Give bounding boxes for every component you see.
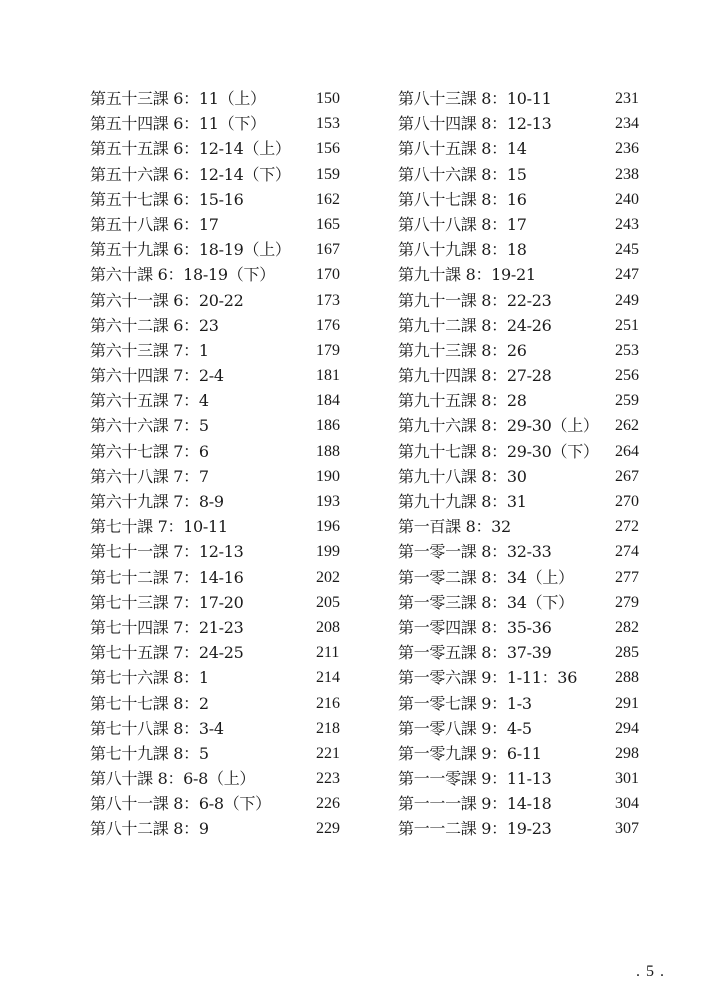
toc-entry — [90, 665, 350, 690]
toc-entry — [90, 136, 350, 161]
page-number: . 5 . — [636, 963, 665, 980]
toc-entry-page: 307 — [615, 820, 639, 838]
toc-entry-label: 第七十五課 7：24-25 — [90, 643, 244, 663]
toc-entry-page: 223 — [316, 770, 340, 788]
toc-entry — [90, 590, 350, 615]
toc-entry-page: 238 — [615, 165, 639, 183]
toc-entry-label: 第一百課 8：32 — [398, 517, 511, 537]
toc-entry-label: 第九十課 8：19-21 — [398, 265, 536, 285]
toc-entry-label: 第五十九課 6：18-19（上） — [90, 240, 291, 260]
toc-entry-label: 第八十課 8：6-8（上） — [90, 769, 256, 789]
toc-entry-page: 216 — [316, 694, 340, 712]
toc-entry-page: 184 — [316, 392, 340, 410]
toc-entry — [90, 212, 350, 237]
toc-entry-page: 196 — [316, 518, 340, 536]
toc-entry-label: 第一零三課 8：34（下） — [398, 592, 574, 612]
toc-left-column — [90, 86, 350, 842]
toc-entry-label: 第七十六課 8：1 — [90, 668, 209, 688]
toc-entry-page: 243 — [615, 215, 639, 233]
toc-entry-page: 247 — [615, 266, 639, 284]
toc-entry-page: 236 — [615, 140, 639, 158]
toc-entry — [90, 791, 350, 816]
toc-entry — [90, 313, 350, 338]
toc-entry — [90, 565, 350, 590]
toc-entry — [398, 413, 648, 438]
toc-entry — [398, 162, 648, 187]
toc-entry-label: 第五十三課 6：11（上） — [90, 89, 266, 108]
toc-entry-page: 202 — [316, 568, 340, 586]
toc-entry — [398, 288, 648, 313]
toc-entry — [398, 816, 648, 841]
toc-entry-page: 294 — [615, 719, 639, 737]
toc-entry-page: 270 — [615, 493, 639, 510]
toc-entry-page: 214 — [316, 669, 340, 687]
toc-entry-page: 221 — [316, 744, 340, 762]
toc-entry-label: 第一零六課 9：1-11：36 — [398, 668, 578, 688]
toc-entry — [90, 439, 350, 464]
toc-entry-label: 第六十課 6：18-19（下） — [90, 265, 275, 285]
toc-entry-label: 第九十二課 8：24-26 — [398, 315, 552, 335]
toc-entry-page: 226 — [316, 795, 340, 813]
toc-entry-page: 279 — [615, 593, 639, 611]
toc-entry — [398, 439, 648, 464]
toc-entry-page: 264 — [615, 442, 639, 460]
toc-entry — [398, 565, 648, 590]
toc-entry — [90, 640, 350, 665]
toc-entry-page: 274 — [615, 543, 639, 561]
toc-entry — [90, 363, 350, 388]
toc-entry-label: 第一零二課 8：34（上） — [398, 567, 574, 587]
toc-entry — [90, 539, 350, 564]
toc-entry-page: 231 — [615, 90, 639, 107]
toc-entry-page: 259 — [615, 392, 639, 410]
toc-entry — [398, 111, 648, 136]
toc-entry-page: 173 — [316, 291, 340, 309]
toc-entry-label: 第六十五課 7：4 — [90, 391, 209, 411]
toc-entry-label: 第九十六課 8：29-30（上） — [398, 416, 599, 436]
toc-entry-label: 第九十九課 8：31 — [398, 492, 527, 511]
toc-entry-label: 第六十三課 7：1 — [90, 340, 209, 360]
toc-entry-label: 第七十二課 7：14-16 — [90, 567, 244, 587]
toc-entry-label: 第八十二課 8：9 — [90, 819, 209, 839]
toc-entry-page: 272 — [615, 518, 639, 536]
toc-right-column — [398, 86, 648, 842]
toc-entry-page: 186 — [316, 417, 340, 435]
toc-entry — [90, 741, 350, 766]
toc-entry-page: 267 — [615, 467, 639, 485]
toc-entry-page: 256 — [615, 367, 639, 385]
toc-entry-label: 第八十四課 8：12-13 — [398, 114, 552, 134]
toc-entry-page: 304 — [615, 795, 639, 813]
toc-entry-label: 第八十五課 8：14 — [398, 139, 527, 159]
toc-entry — [398, 187, 648, 212]
toc-entry-page: 245 — [615, 241, 639, 259]
toc-entry-label: 第七十一課 7：12-13 — [90, 542, 244, 562]
toc-entry — [90, 262, 350, 287]
toc-entry-page: 165 — [316, 215, 340, 233]
toc-entry — [90, 615, 350, 640]
toc-entry-page: 181 — [316, 367, 340, 385]
toc-entry — [398, 665, 648, 690]
toc-entry — [90, 86, 350, 111]
toc-entry-label: 第七十課 7：10-11 — [90, 517, 228, 537]
toc-entry-label: 第一零一課 8：32-33 — [398, 542, 552, 562]
toc-entry-page: 218 — [316, 719, 340, 737]
toc-entry-page: 162 — [316, 190, 340, 208]
toc-entry-page: 150 — [316, 90, 340, 107]
toc-entry — [90, 464, 350, 489]
toc-entry-page: 298 — [615, 744, 639, 762]
toc-entry — [398, 313, 648, 338]
toc-entry-label: 第五十四課 6：11（下） — [90, 114, 266, 134]
toc-entry — [398, 237, 648, 262]
toc-entry — [398, 388, 648, 413]
toc-entry — [90, 388, 350, 413]
toc-entry-page: 288 — [615, 669, 639, 687]
toc-entry — [398, 464, 648, 489]
toc-entry — [398, 363, 648, 388]
toc-entry — [398, 86, 648, 111]
toc-entry — [90, 187, 350, 212]
toc-entry-page: 159 — [316, 165, 340, 183]
toc-entry-label: 第五十七課 6：15-16 — [90, 189, 244, 209]
toc-entry — [398, 489, 648, 514]
toc-entry-page: 208 — [316, 618, 340, 636]
toc-entry — [90, 111, 350, 136]
toc-entry-page: 156 — [316, 140, 340, 158]
toc-entry-page: 291 — [615, 694, 639, 712]
toc-entry-page: 199 — [316, 543, 340, 561]
toc-entry-label: 第一零四課 8：35-36 — [398, 617, 552, 637]
toc-entry-label: 第八十八課 8：17 — [398, 214, 527, 234]
toc-entry — [398, 539, 648, 564]
toc-entry-label: 第八十九課 8：18 — [398, 240, 527, 260]
toc-entry — [398, 766, 648, 791]
toc-entry — [90, 514, 350, 539]
toc-entry-label: 第九十七課 8：29-30（下） — [398, 441, 599, 461]
toc-entry-label: 第六十八課 7：7 — [90, 466, 209, 486]
toc-entry — [90, 162, 350, 187]
toc-entry-label: 第六十二課 6：23 — [90, 315, 219, 335]
toc-entry-page: 176 — [316, 316, 340, 334]
toc-entry-label: 第八十一課 8：6-8（下） — [90, 794, 271, 814]
toc-entry-label: 第一零九課 9：6-11 — [398, 743, 542, 763]
toc-entry — [398, 615, 648, 640]
toc-entry-label: 第六十四課 7：2-4 — [90, 366, 224, 386]
toc-entry-page: 188 — [316, 442, 340, 460]
toc-entry-label: 第九十三課 8：26 — [398, 340, 527, 360]
toc-entry — [90, 288, 350, 313]
toc-entry-label: 第五十六課 6：12-14（下） — [90, 164, 291, 184]
toc-entry-page: 205 — [316, 593, 340, 611]
toc-entry-page: 211 — [316, 644, 340, 662]
toc-entry-page: 301 — [615, 770, 639, 788]
toc-entry-label: 第一零五課 8：37-39 — [398, 643, 552, 663]
toc-entry — [90, 766, 350, 791]
toc-entry-label: 第七十八課 8：3-4 — [90, 718, 224, 738]
toc-entry-label: 第七十四課 7：21-23 — [90, 617, 244, 637]
toc-entry-label: 第七十三課 7：17-20 — [90, 592, 244, 612]
toc-entry-page: 285 — [615, 644, 639, 662]
toc-entry — [398, 590, 648, 615]
toc-entry — [90, 489, 350, 514]
toc-entry-label: 第一零七課 9：1-3 — [398, 693, 532, 713]
toc-entry-label: 第八十六課 8：15 — [398, 164, 527, 184]
toc-entry-label: 第六十一課 6：20-22 — [90, 290, 244, 310]
toc-entry-label: 第九十四課 8：27-28 — [398, 366, 552, 386]
toc-entry-label: 第九十八課 8：30 — [398, 466, 527, 486]
toc-entry-page: 262 — [615, 417, 639, 435]
toc-entry — [398, 262, 648, 287]
toc-entry-label: 第七十九課 8：5 — [90, 743, 209, 763]
toc-entry-label: 第九十一課 8：22-23 — [398, 290, 552, 310]
toc-entry-label: 第七十七課 8：2 — [90, 693, 209, 713]
toc-entry — [90, 816, 350, 841]
toc-entry-label: 第五十五課 6：12-14（上） — [90, 139, 291, 159]
toc-entry — [90, 237, 350, 262]
toc-entry — [90, 413, 350, 438]
toc-entry-page: 234 — [615, 115, 639, 133]
toc-entry-page: 282 — [615, 618, 639, 636]
toc-entry-page: 277 — [615, 568, 639, 586]
toc-entry — [398, 136, 648, 161]
toc-entry — [398, 741, 648, 766]
toc-entry — [90, 691, 350, 716]
toc-entry-page: 253 — [615, 341, 639, 359]
toc-entry — [398, 716, 648, 741]
toc-entry-page: 190 — [316, 467, 340, 485]
toc-entry-label: 第六十七課 7：6 — [90, 441, 209, 461]
toc-entry-label: 第八十七課 8：16 — [398, 189, 527, 209]
toc-entry-page: 249 — [615, 291, 639, 309]
toc-entry — [90, 338, 350, 363]
toc-entry-page: 167 — [316, 241, 340, 259]
toc-entry-label: 第五十八課 6：17 — [90, 214, 219, 234]
toc-entry-label: 第九十五課 8：28 — [398, 391, 527, 411]
toc-entry — [398, 212, 648, 237]
toc-entry-label: 第六十六課 7：5 — [90, 416, 209, 436]
toc-entry-label: 第一零八課 9：4-5 — [398, 718, 532, 738]
toc-entry-label: 第八十三課 8：10-11 — [398, 89, 552, 108]
toc-entry — [398, 338, 648, 363]
toc-entry-page: 240 — [615, 190, 639, 208]
toc-entry-page: 251 — [615, 316, 639, 334]
toc-entry-label: 第一一零課 9：11-13 — [398, 769, 552, 789]
toc-entry-page: 179 — [316, 341, 340, 359]
toc-entry-page: 229 — [316, 820, 340, 838]
toc-entry-label: 第一一二課 9：19-23 — [398, 819, 552, 839]
toc-entry-page: 193 — [316, 493, 340, 510]
toc-entry — [398, 514, 648, 539]
toc-entry — [398, 691, 648, 716]
toc-entry — [398, 640, 648, 665]
toc-entry — [398, 791, 648, 816]
toc-entry-page: 170 — [316, 266, 340, 284]
toc-entry-page: 153 — [316, 115, 340, 133]
toc-entry-label: 第六十九課 7：8-9 — [90, 492, 224, 511]
toc-entry — [90, 716, 350, 741]
toc-entry-label: 第一一一課 9：14-18 — [398, 794, 552, 814]
